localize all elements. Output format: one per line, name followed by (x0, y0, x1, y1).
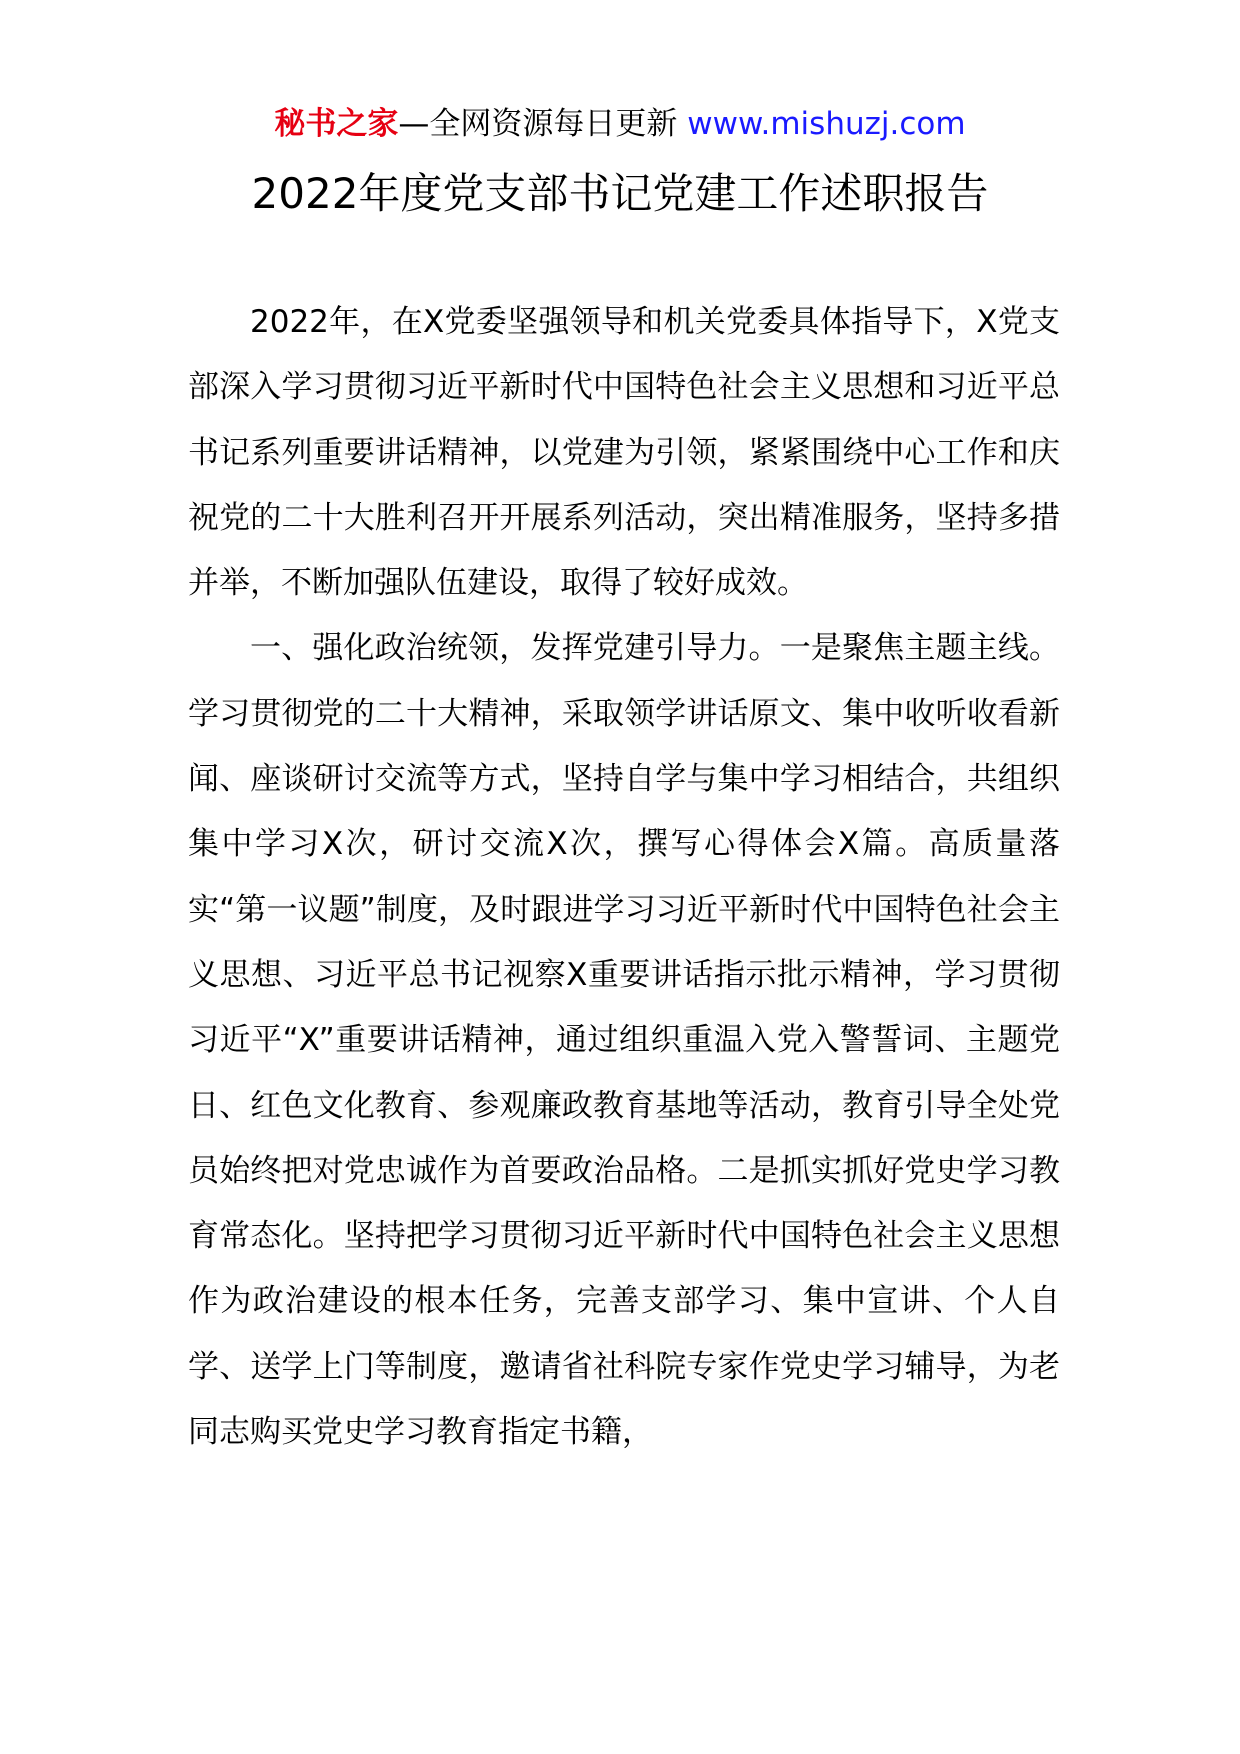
site-url-link[interactable]: www.mishuzj.com (687, 106, 966, 142)
site-header (0, 100, 1240, 148)
paragraph-intro: 2022年，在X党委坚强领导和机关党委具体指导下，X党支部深入学习贯彻习近平新时代中国特色社会主义思想和习近平总书记系列重要讲话精神，以党建为引领，紧紧围绕中心工作和庆祝党的二十大胜利召开开展系列活动，突出精准服务，坚持多措并举，不断加强队伍建设，取得了较好成效。 (188, 304, 1060, 602)
header-tagline: —全网资源每日更新 (398, 106, 678, 142)
document-title: 2022年度党支部书记党建工作述职报告 (251, 169, 989, 218)
document-body (188, 290, 1060, 1465)
brand-name: 秘书之家 (274, 106, 399, 142)
paragraph-section-1: 一、强化政治统领，发挥党建引导力。一是聚焦主题主线。学习贯彻党的二十大精神，采取领学讲话原文、集中收听收看新闻、座谈研讨交流等方式，坚持自学与集中学习相结合，共组织集中学习X次，研讨交流X次，撰写心得体会X篇。高质量落实“第一议题”制度，及时跟进学习习近平新时代中国特色社会主义思想、习近平总书记视察X重要讲话指示批示精神，学习贯彻习近平“X”重要讲话精神，通过组织重温入党入警誓词、主题党日、红色文化教育、参观廉政教育基地等活动，教育引导全处党员始终把对党忠诚作为首要政治品格。二是抓实抓好党史学习教育常态化。坚持把学习贯彻习近平新时代中国特色社会主义思想作为政治建设的根本任务，完善支部学习、集中宣讲、个人自学、送学上门等制度，邀请省社科院专家作党史学习辅导，为老同志购买党史学习教育指定书籍， (188, 630, 1060, 1451)
